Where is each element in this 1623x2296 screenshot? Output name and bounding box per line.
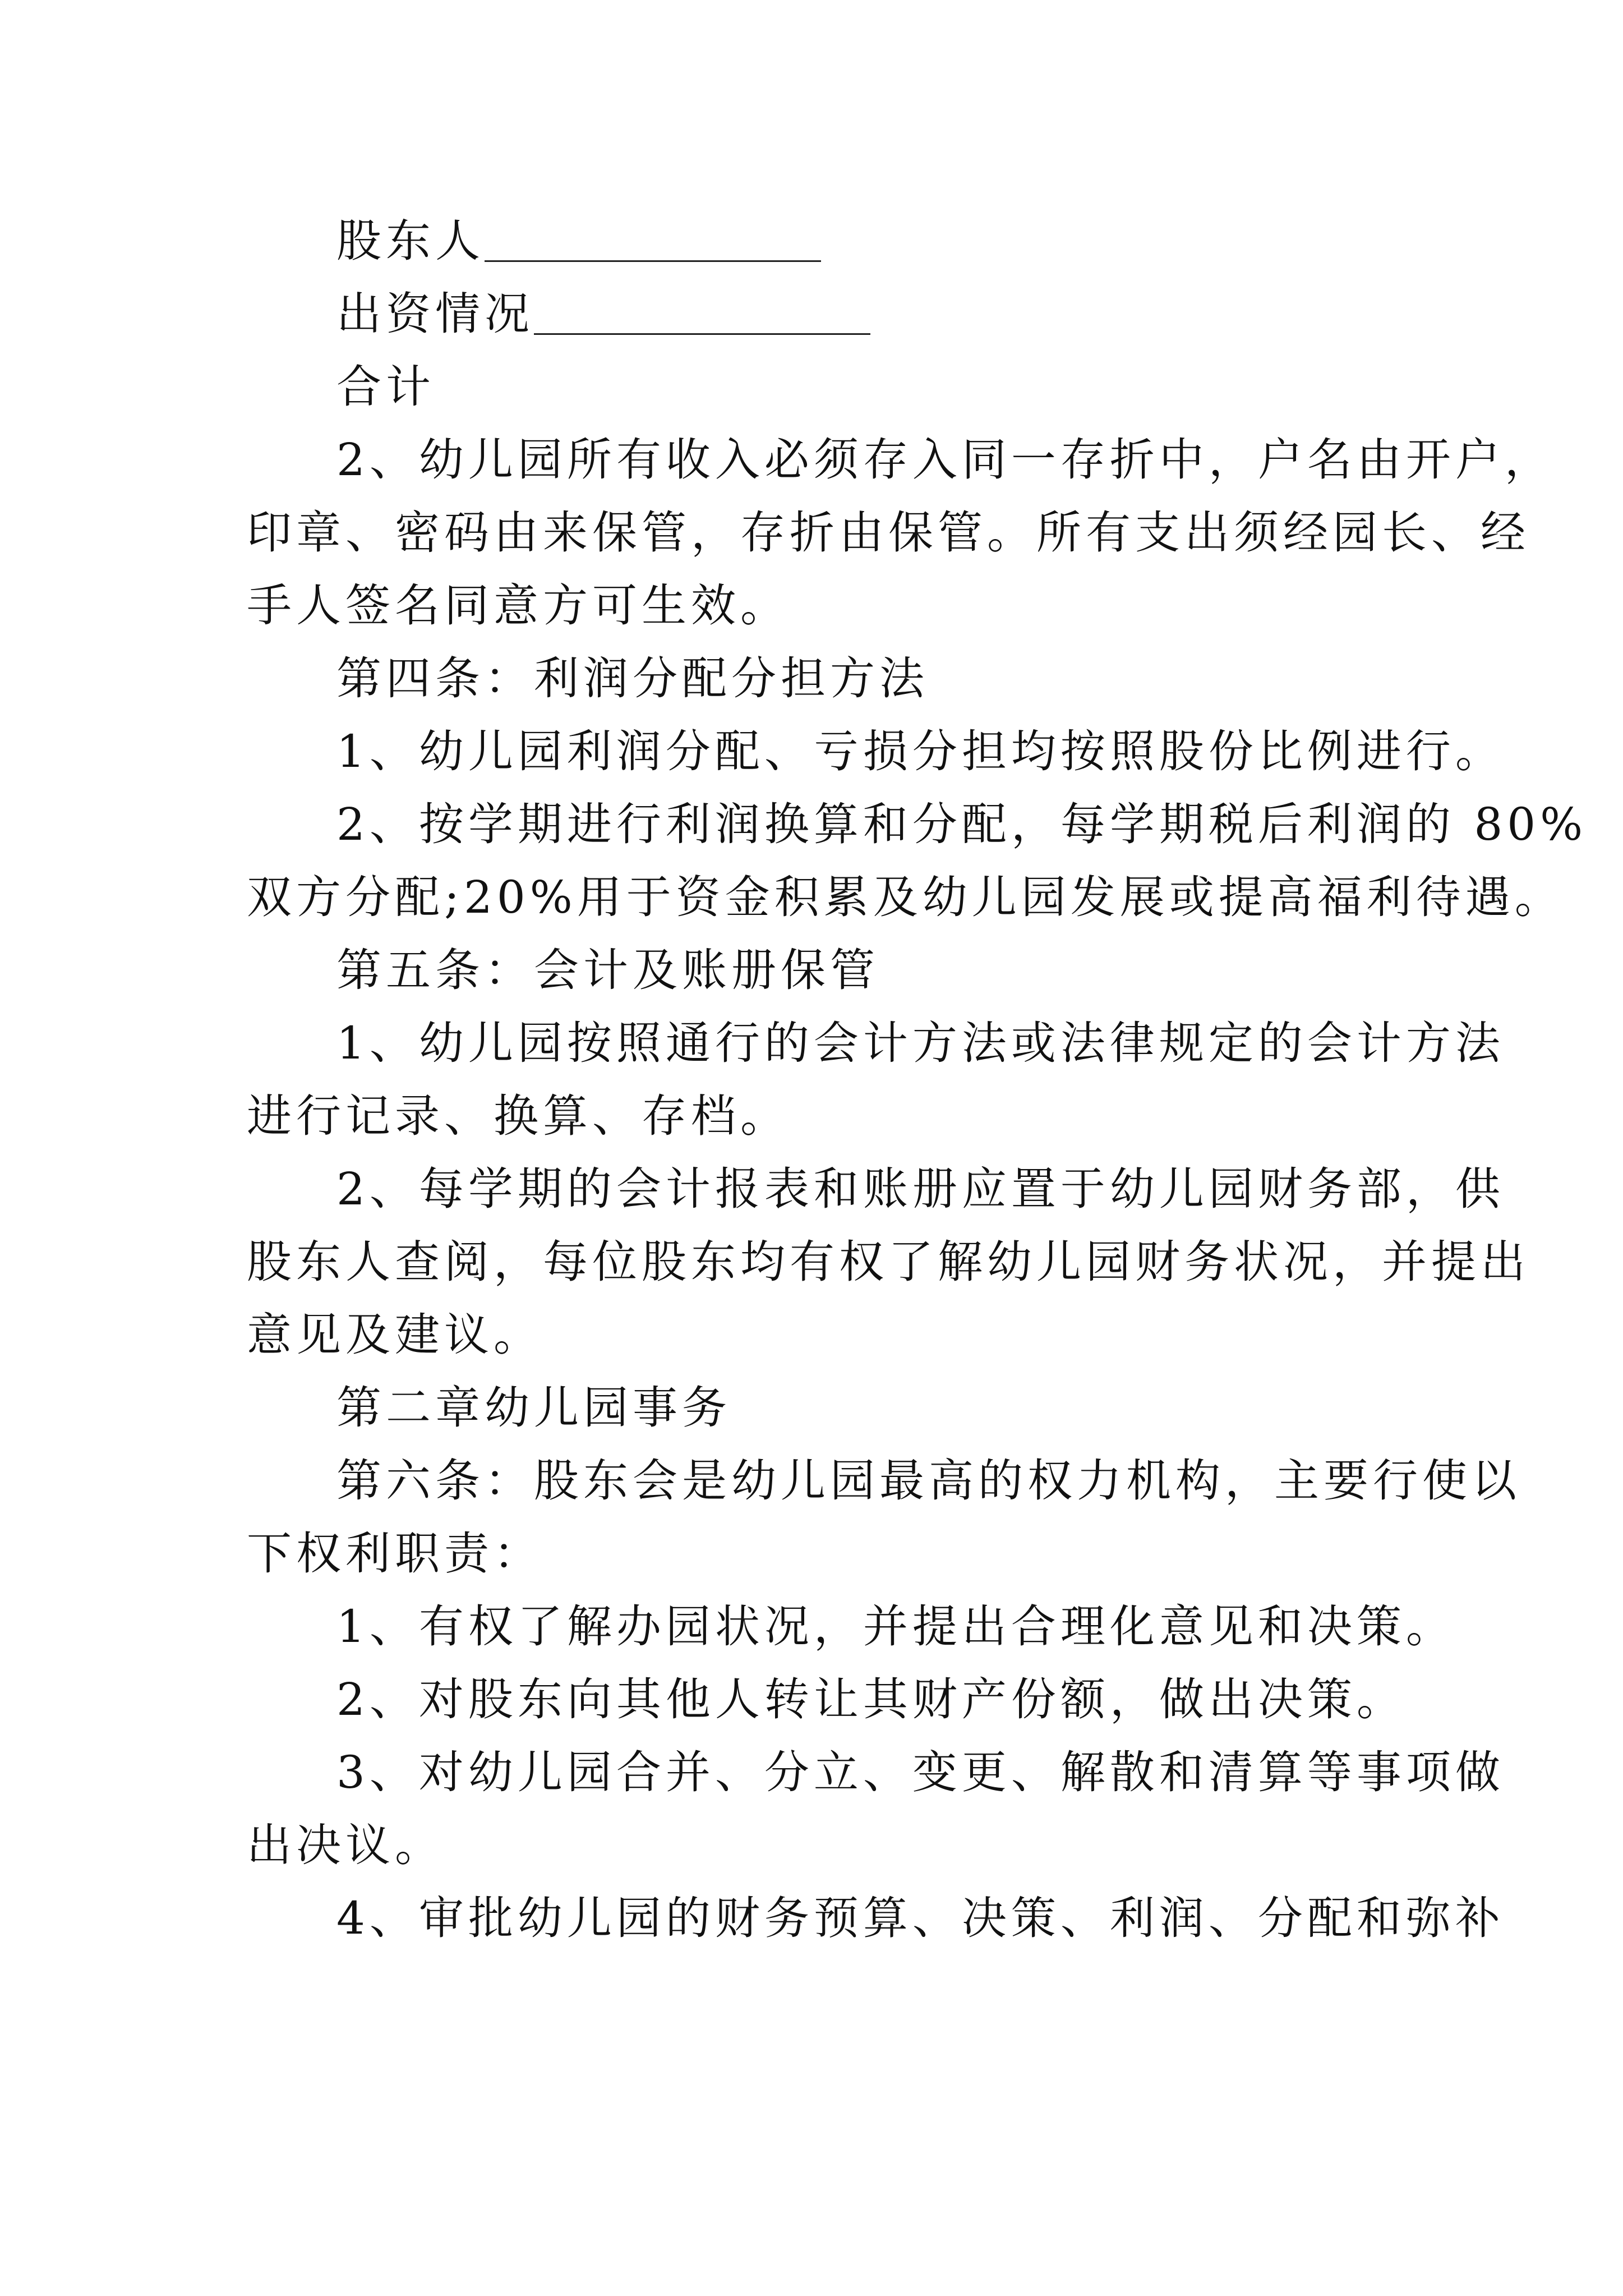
paragraph-line: 双方分配;20%用于资金积累及幼儿园发展或提高福利待遇。	[247, 871, 1564, 923]
paragraph-line: 股东人查阅，每位股东均有权了解幼儿园财务状况，并提出	[247, 1236, 1530, 1288]
paragraph-line: 下权利职责：	[247, 1527, 543, 1580]
paragraph-line: 进行记录、换算、存档。	[247, 1090, 790, 1142]
paragraph-line: 出决议。	[247, 1819, 444, 1871]
paragraph-line: 2、每学期的会计报表和账册应置于幼儿园财务部，供	[336, 1163, 1505, 1215]
article-5-heading: 第五条：会计及账册保管	[336, 944, 879, 996]
paragraph-line: 1、有权了解办园状况，并提出合理化意见和决策。	[336, 1600, 1455, 1653]
chapter-2-heading: 第二章幼儿园事务	[336, 1382, 731, 1434]
paragraph-line: 2、对股东向其他人转让其财产份额，做出决策。	[336, 1673, 1406, 1726]
paragraph-line: 印章、密码由来保管，存折由保管。所有支出须经园长、经	[247, 507, 1530, 559]
paragraph-line: 1、幼儿园按照通行的会计方法或法律规定的会计方法	[336, 1017, 1505, 1069]
total-label: 合计	[336, 361, 435, 413]
article-4-heading: 第四条：利润分配分担方法	[336, 652, 929, 705]
shareholder-field	[336, 210, 1492, 272]
paragraph-line: 1、幼儿园利润分配、亏损分担均按照股份比例进行。	[336, 725, 1505, 777]
paragraph-line: 2、幼儿园所有收入必须存入同一存折中，户名由开户，	[336, 434, 1554, 486]
shareholder-blank[interactable]	[485, 215, 821, 262]
paragraph-line: 手人签名同意方可生效。	[247, 579, 790, 632]
shareholder-label: 股东人	[336, 215, 485, 267]
capital-label: 出资情况	[336, 288, 534, 340]
paragraph-line: 2、按学期进行利润换算和分配，每学期税后利润的 80%	[336, 798, 1588, 850]
paragraph-line: 3、对幼儿园合并、分立、变更、解散和清算等事项做	[336, 1746, 1505, 1798]
capital-field	[336, 283, 1492, 345]
capital-blank[interactable]	[534, 288, 870, 335]
paragraph-line: 4、审批幼儿园的财务预算、决策、利润、分配和弥补	[336, 1892, 1505, 1944]
article-6-heading: 第六条：股东会是幼儿园最高的权力机构，主要行使以	[336, 1455, 1521, 1507]
paragraph-line: 意见及建议。	[247, 1309, 543, 1361]
